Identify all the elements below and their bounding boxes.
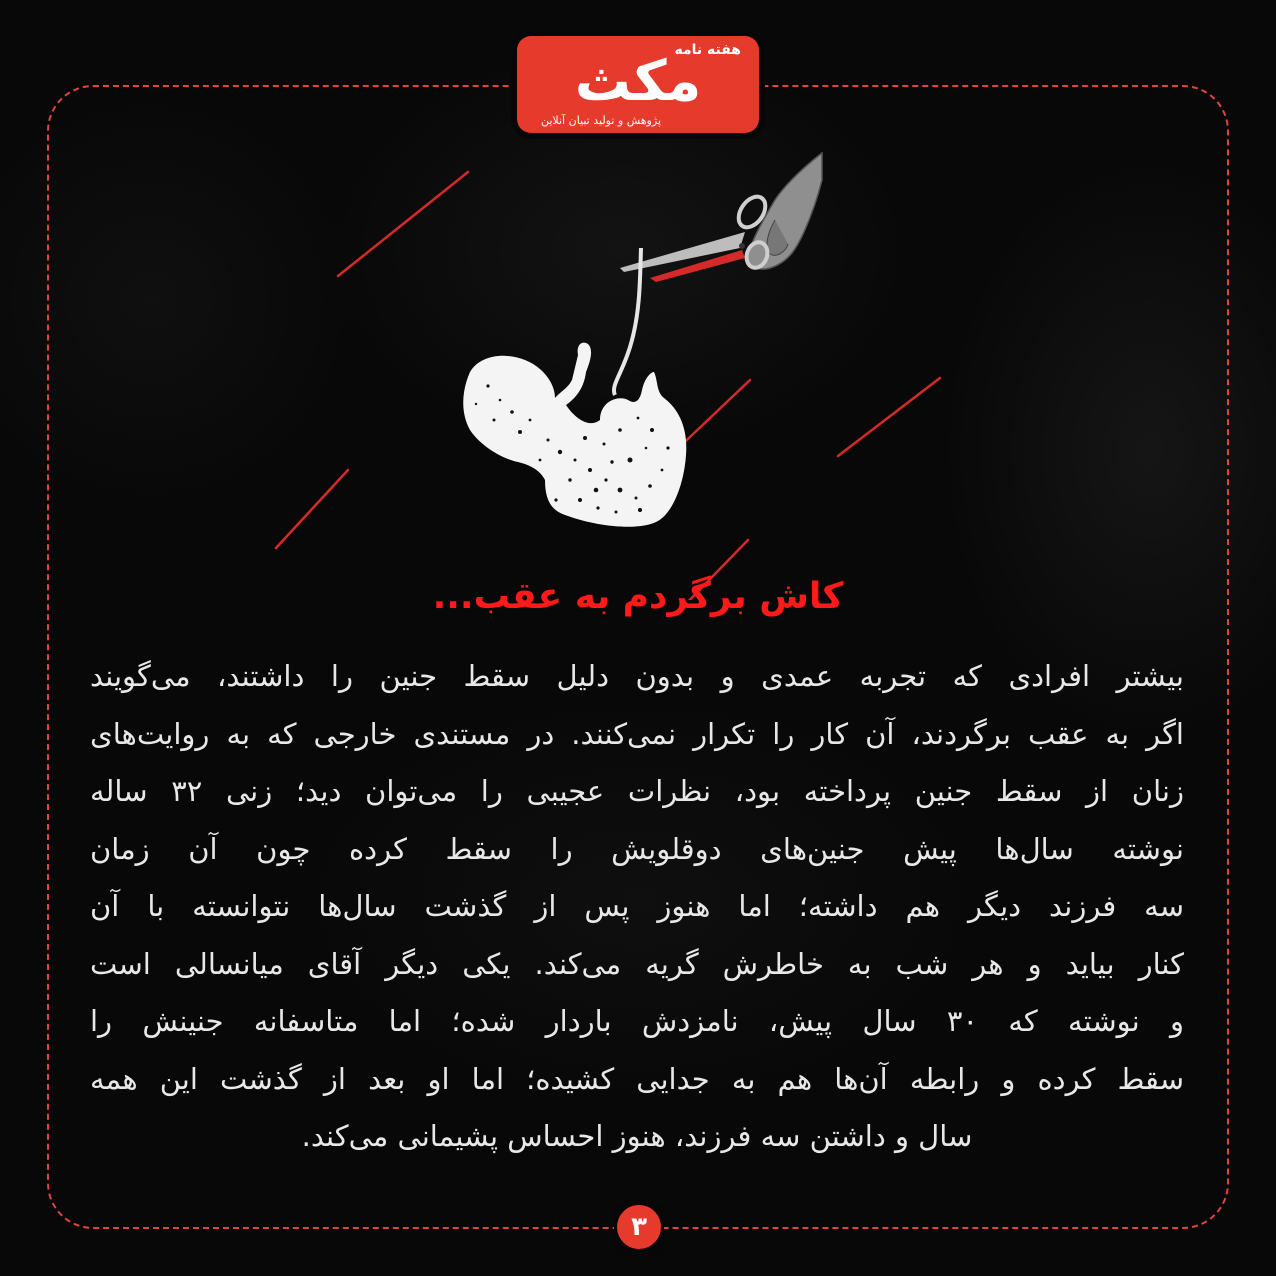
body-line: اگر به عقب برگردند، آن کار را تکرار نمی‌کنند. در مستندی خارجی که به روایت‌های [90,716,1184,751]
body-line: نوشته سال‌ها پیش جنین‌های دوقلویش را سقط کرده چون آن زمان [90,831,1184,866]
logo-main-text: مکث [574,49,702,114]
body-line: سقط کرده و رابطه آن‌ها هم به جدایی کشیده؛ اما او بعد از گذشت این همه [90,1061,1184,1096]
gloved-hand-icon [748,153,822,269]
red-slash-accents [276,172,940,600]
headline: کاش برگردم به عقب... [432,576,844,617]
illustration [0,0,1276,600]
fetus-silhouette-icon [463,343,686,527]
article-body [90,648,1184,1166]
logo-subtitle: پژوهش و تولید تبیان آنلاین [541,114,662,127]
body-line: سال و داشتن سه فرزند، هنوز احساس پشیمانی می‌کند. [301,1119,973,1153]
page-number-badge: ۳ [617,1205,661,1249]
body-line: زنان از سقط جنین پرداخته بود، نظرات عجیبی را می‌توان دید؛ زنی ۳۲ ساله [90,774,1184,808]
scissors-icon [620,192,771,282]
body-line: و نوشته که ۳۰ سال پیش، نامزدش باردار شده؛ اما متاسفانه جنینش را [90,1004,1184,1038]
body-line: بیشتر افرادی که تجربه عمدی و بدون دلیل سقط جنین را داشتند، می‌گویند [90,659,1184,693]
body-line: سه فرزند دیگر هم داشته؛ اما هنوز پس از گذشت سال‌ها نتوانسته با آن [90,889,1184,923]
body-line: کنار بیاید و هر شب به خاطرش گریه می‌کند. یکی دیگر آقای میانسالی است [90,946,1184,981]
logo-top-label: هفته نامه [674,42,741,58]
